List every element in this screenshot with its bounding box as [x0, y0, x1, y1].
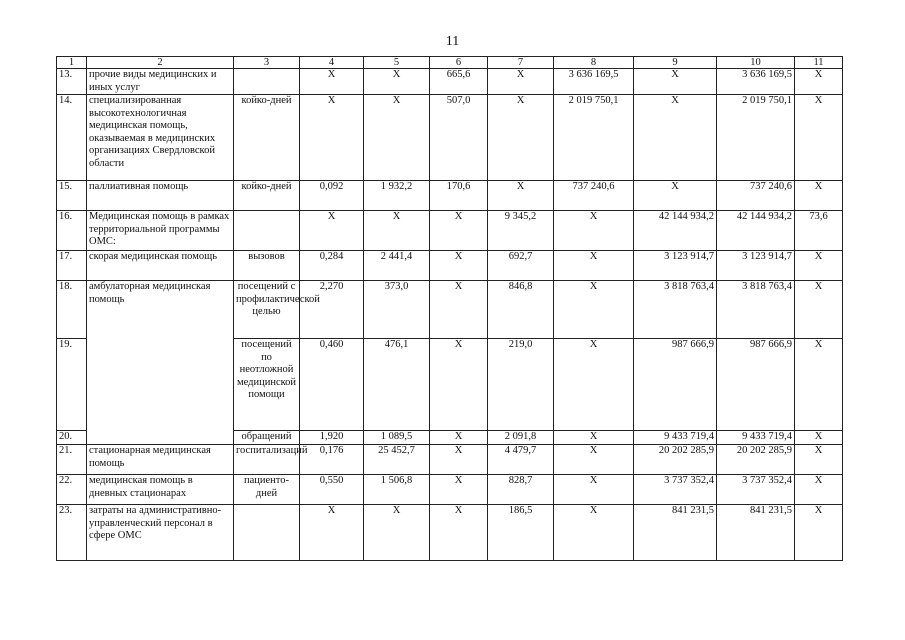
column-header: 9	[634, 57, 717, 69]
cell-c10: 20 202 285,9	[717, 445, 795, 475]
row-number: 19.	[57, 339, 87, 431]
cell-c7: 828,7	[488, 475, 554, 505]
column-header: 5	[364, 57, 430, 69]
cell-c8: Х	[554, 475, 634, 505]
cell-c4: 1,920	[300, 431, 364, 445]
cell-c4: 0,460	[300, 339, 364, 431]
cell-c10: 3 636 169,5	[717, 69, 795, 95]
cell-c10: 987 666,9	[717, 339, 795, 431]
cell-c5: 1 089,5	[364, 431, 430, 445]
cell-c4: 0,284	[300, 251, 364, 281]
cell-c8: Х	[554, 281, 634, 339]
row-name: амбулаторная медицинская помощь	[87, 281, 234, 445]
column-header: 6	[430, 57, 488, 69]
cell-c5: 1 932,2	[364, 181, 430, 211]
cell-c4: Х	[300, 505, 364, 561]
cell-c9: 42 144 934,2	[634, 211, 717, 251]
cell-c6: Х	[430, 211, 488, 251]
row-number: 16.	[57, 211, 87, 251]
cell-c7: Х	[488, 69, 554, 95]
cell-c4: Х	[300, 211, 364, 251]
cell-c8: Х	[554, 211, 634, 251]
table-row	[57, 181, 843, 211]
page-number: 11	[445, 34, 460, 49]
cell-c11: Х	[795, 505, 843, 561]
cell-c10: 3 737 352,4	[717, 475, 795, 505]
cell-c9: 841 231,5	[634, 505, 717, 561]
row-number: 17.	[57, 251, 87, 281]
cell-c11: Х	[795, 69, 843, 95]
cell-c11: Х	[795, 251, 843, 281]
row-name: скорая медицинская помощь	[87, 251, 234, 281]
cell-c6: Х	[430, 475, 488, 505]
cell-c7: 692,7	[488, 251, 554, 281]
column-header: 3	[234, 57, 300, 69]
row-number: 21.	[57, 445, 87, 475]
cell-c5: Х	[364, 95, 430, 181]
cell-c10: 42 144 934,2	[717, 211, 795, 251]
row-name: затраты на административно-управленческий персонал в сфере ОМС	[87, 505, 234, 561]
cell-c6: 170,6	[430, 181, 488, 211]
cell-c5: 1 506,8	[364, 475, 430, 505]
cell-c8: Х	[554, 251, 634, 281]
row-unit: обращений	[234, 431, 300, 445]
cell-c4: 0,176	[300, 445, 364, 475]
cell-c5: Х	[364, 505, 430, 561]
row-number: 13.	[57, 69, 87, 95]
cell-c10: 737 240,6	[717, 181, 795, 211]
cell-c7: Х	[488, 181, 554, 211]
cell-c11: Х	[795, 431, 843, 445]
cell-c8: Х	[554, 339, 634, 431]
cell-c8: 737 240,6	[554, 181, 634, 211]
cell-c7: 9 345,2	[488, 211, 554, 251]
row-number: 14.	[57, 95, 87, 181]
cell-c11: Х	[795, 339, 843, 431]
cell-c8: Х	[554, 445, 634, 475]
cell-c6: 507,0	[430, 95, 488, 181]
cell-c11: 73,6	[795, 211, 843, 251]
table-row	[57, 211, 843, 251]
cell-c6: Х	[430, 251, 488, 281]
row-number: 23.	[57, 505, 87, 561]
cell-c10: 841 231,5	[717, 505, 795, 561]
table-row	[57, 281, 843, 339]
cell-c6: Х	[430, 339, 488, 431]
cell-c9: 987 666,9	[634, 339, 717, 431]
cell-c5: 2 441,4	[364, 251, 430, 281]
cell-c6: Х	[430, 431, 488, 445]
column-header: 10	[717, 57, 795, 69]
row-name: паллиативная помощь	[87, 181, 234, 211]
cell-c9: 9 433 719,4	[634, 431, 717, 445]
cell-c8: 3 636 169,5	[554, 69, 634, 95]
row-name: медицинская помощь в дневных стационарах	[87, 475, 234, 505]
row-unit	[234, 69, 300, 95]
table-row	[57, 251, 843, 281]
cell-c10: 9 433 719,4	[717, 431, 795, 445]
cell-c7: Х	[488, 95, 554, 181]
cell-c8: Х	[554, 431, 634, 445]
cell-c6: 665,6	[430, 69, 488, 95]
cell-c11: Х	[795, 475, 843, 505]
row-unit: вызовов	[234, 251, 300, 281]
cell-c9: 3 123 914,7	[634, 251, 717, 281]
cell-c9: Х	[634, 181, 717, 211]
column-header: 4	[300, 57, 364, 69]
row-unit: посещений с профилактической целью	[234, 281, 300, 339]
row-number: 22.	[57, 475, 87, 505]
row-unit	[234, 211, 300, 251]
cell-c8: 2 019 750,1	[554, 95, 634, 181]
table-row	[57, 505, 843, 561]
table-row	[57, 69, 843, 95]
cell-c11: Х	[795, 181, 843, 211]
cell-c10: 3 818 763,4	[717, 281, 795, 339]
column-header: 1	[57, 57, 87, 69]
row-unit: койко-дней	[234, 95, 300, 181]
cell-c9: Х	[634, 95, 717, 181]
cell-c9: Х	[634, 69, 717, 95]
column-header: 11	[795, 57, 843, 69]
cell-c11: Х	[795, 95, 843, 181]
row-unit: койко-дней	[234, 181, 300, 211]
cell-c5: Х	[364, 211, 430, 251]
cell-c4: 2,270	[300, 281, 364, 339]
cell-c6: Х	[430, 445, 488, 475]
column-header: 7	[488, 57, 554, 69]
row-number: 18.	[57, 281, 87, 339]
cell-c7: 186,5	[488, 505, 554, 561]
cell-c5: 476,1	[364, 339, 430, 431]
row-name: специализированная высокотехнологичная медицинская помощь, оказываемая в медицинских организациях Свердловской области	[87, 95, 234, 181]
cell-c4: Х	[300, 95, 364, 181]
row-number: 20.	[57, 431, 87, 445]
cell-c10: 3 123 914,7	[717, 251, 795, 281]
table-row	[57, 95, 843, 181]
cell-c7: 219,0	[488, 339, 554, 431]
cell-c11: Х	[795, 445, 843, 475]
row-unit: посещений по неотложной медицинской помощи	[234, 339, 300, 431]
cell-c9: 20 202 285,9	[634, 445, 717, 475]
cell-c8: Х	[554, 505, 634, 561]
cell-c7: 2 091,8	[488, 431, 554, 445]
cell-c6: Х	[430, 281, 488, 339]
row-number: 15.	[57, 181, 87, 211]
cell-c7: 846,8	[488, 281, 554, 339]
column-header: 8	[554, 57, 634, 69]
column-header: 2	[87, 57, 234, 69]
cell-c5: 25 452,7	[364, 445, 430, 475]
cell-c4: Х	[300, 69, 364, 95]
row-unit	[234, 505, 300, 561]
row-unit: пациенто-дней	[234, 475, 300, 505]
cell-c4: 0,092	[300, 181, 364, 211]
row-name: Медицинская помощь в рамках территориальной программы ОМС:	[87, 211, 234, 251]
table-row	[57, 475, 843, 505]
table-row	[57, 445, 843, 475]
cell-c6: Х	[430, 505, 488, 561]
header-row	[57, 57, 843, 69]
cell-c5: Х	[364, 69, 430, 95]
cell-c4: 0,550	[300, 475, 364, 505]
cell-c7: 4 479,7	[488, 445, 554, 475]
data-table	[56, 56, 843, 561]
row-name: стационарная медицинская помощь	[87, 445, 234, 475]
cell-c9: 3 818 763,4	[634, 281, 717, 339]
cell-c5: 373,0	[364, 281, 430, 339]
cell-c10: 2 019 750,1	[717, 95, 795, 181]
cell-c11: Х	[795, 281, 843, 339]
row-unit: госпитализаций	[234, 445, 300, 475]
row-name: прочие виды медицинских и иных услуг	[87, 69, 234, 95]
cell-c9: 3 737 352,4	[634, 475, 717, 505]
